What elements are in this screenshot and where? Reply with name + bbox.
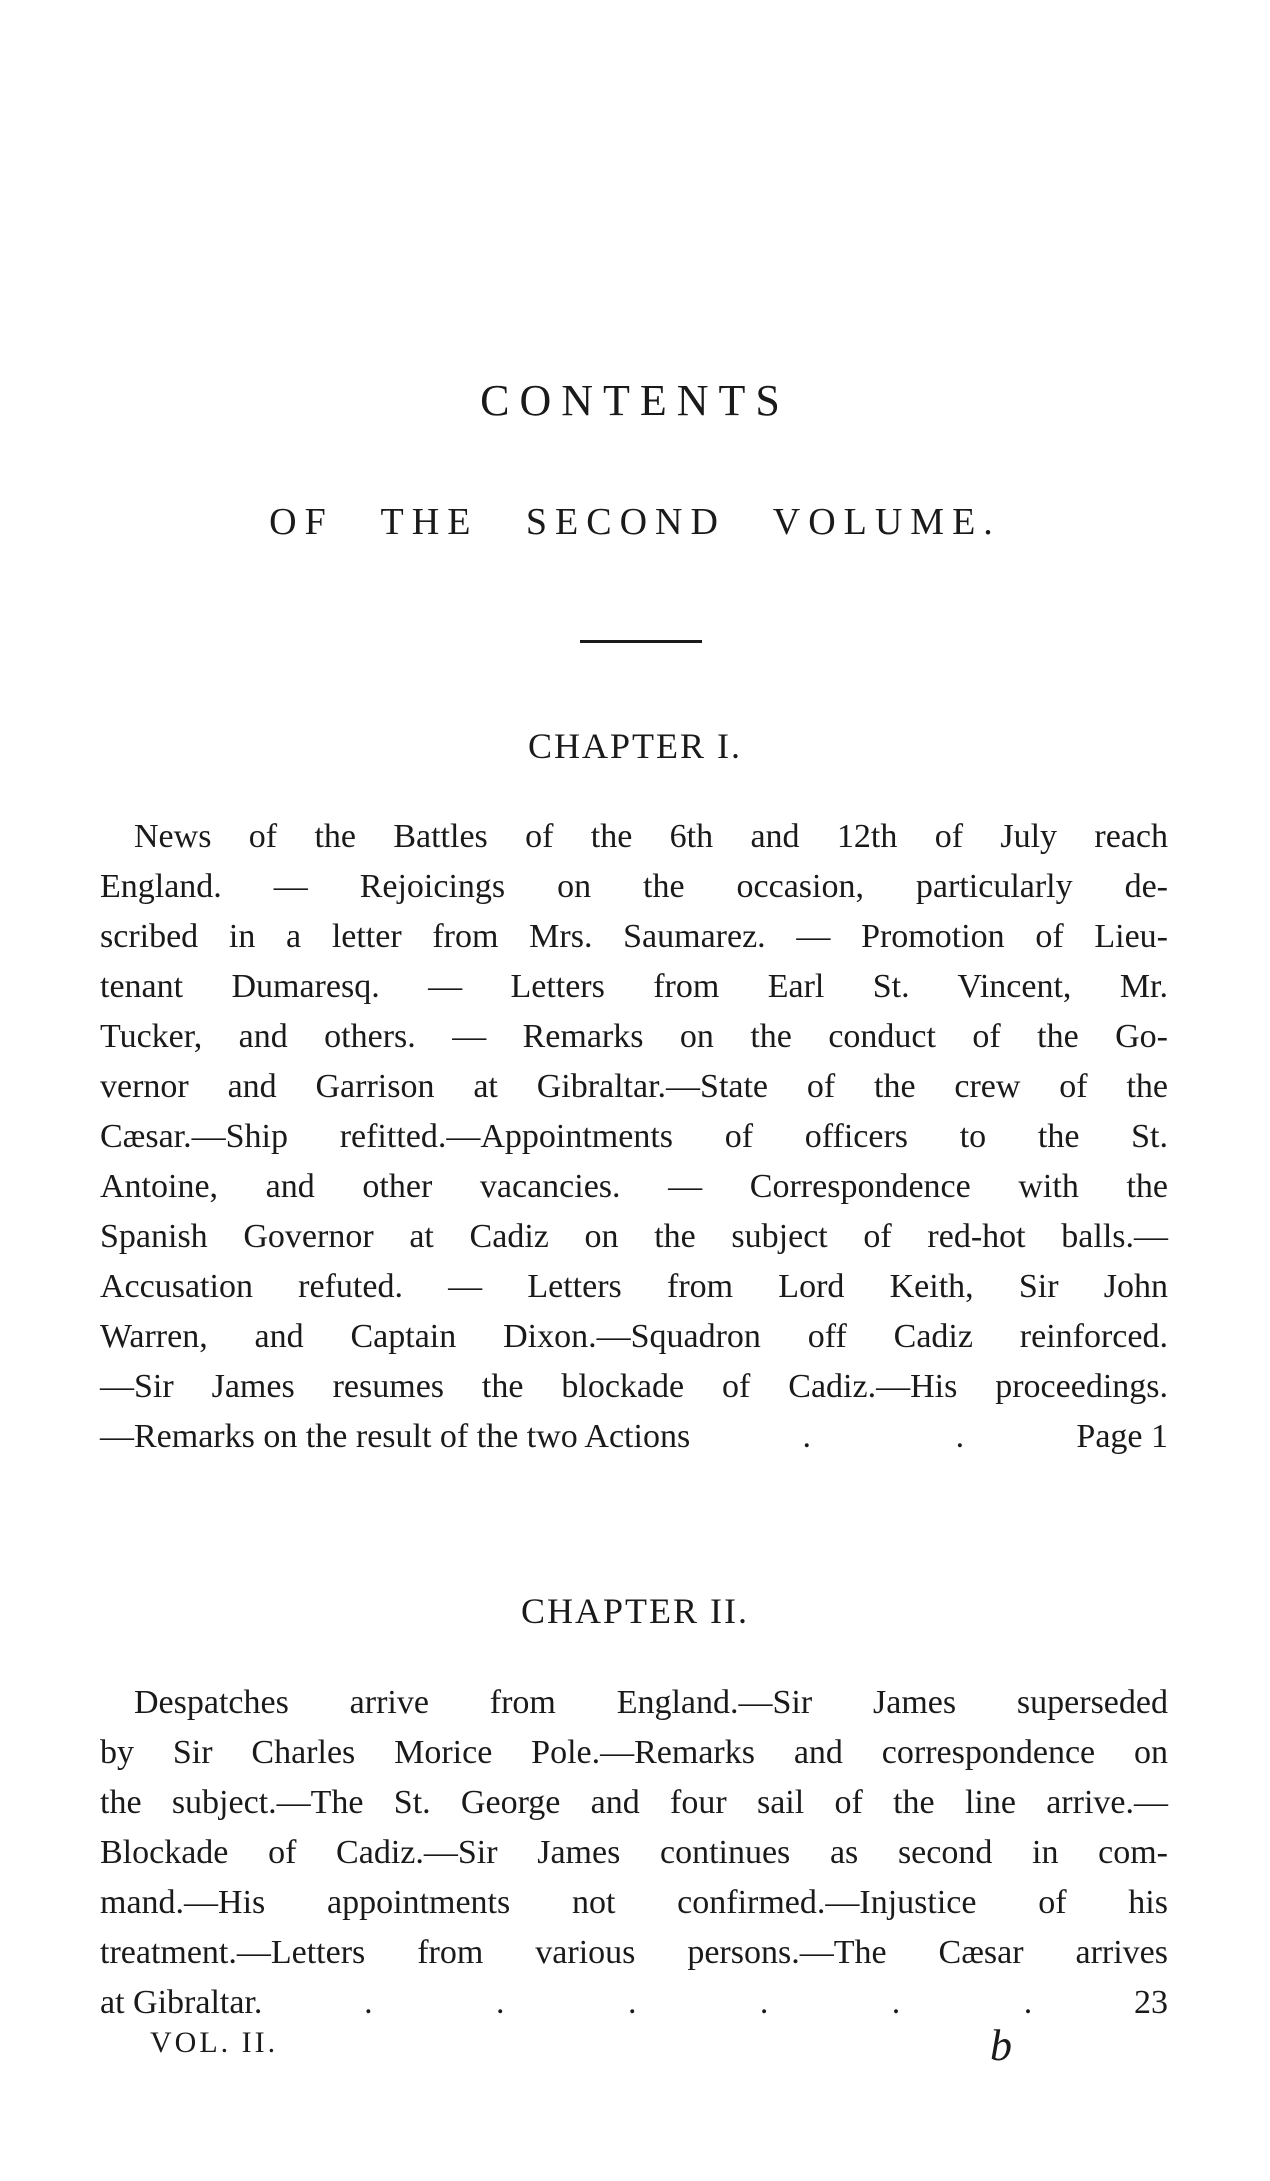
summary-line: treatment.—Letters from various persons.—The Cæsar arrives xyxy=(100,1934,1168,1971)
chapter-2-summary xyxy=(100,1678,1168,2028)
leader-dot: . xyxy=(759,1984,769,2021)
summary-last-line xyxy=(100,1412,1168,1462)
summary-line: England. — Rejoicings on the occasion, particularly de- xyxy=(100,868,1168,905)
summary-line: tenant Dumaresq. — Letters from Earl St. Vincent, Mr. xyxy=(100,968,1168,1005)
leader-dots xyxy=(690,1412,1076,1462)
signature-mark: b xyxy=(990,2021,1012,2070)
page-subtitle: OF THE SECOND VOLUME. xyxy=(269,501,1001,543)
summary-line: Spanish Governor at Cadiz on the subject of red-hot balls.— xyxy=(100,1218,1168,1255)
leader-dot: . xyxy=(1023,1984,1033,2021)
title-divider xyxy=(580,640,702,643)
summary-line: Antoine, and other vacancies. — Correspondence with the xyxy=(100,1168,1168,1205)
volume-label: VOL. II. xyxy=(150,2026,279,2059)
summary-line: Tucker, and others. — Remarks on the conduct of the Go- xyxy=(100,1018,1168,1055)
leader-dot: . xyxy=(627,1984,637,2021)
summary-line: —Sir James resumes the blockade of Cadiz.—His proceedings. xyxy=(100,1368,1168,1405)
page-title: CONTENTS xyxy=(480,376,790,425)
summary-line: —Remarks on the result of the two Actions xyxy=(100,1418,691,1455)
summary-line: Blockade of Cadiz.—Sir James continues as second in com- xyxy=(100,1834,1168,1871)
summary-line: at Gibraltar. xyxy=(100,1984,263,2021)
summary-line: Warren, and Captain Dixon.—Squadron off Cadiz reinforced. xyxy=(100,1318,1168,1355)
summary-line: Accusation refuted. — Letters from Lord Keith, Sir John xyxy=(100,1268,1168,1305)
summary-line: the subject.—The St. George and four sail of the line arrive.— xyxy=(100,1784,1168,1821)
summary-line: by Sir Charles Morice Pole.—Remarks and correspondence on xyxy=(100,1734,1168,1771)
summary-line: mand.—His appointments not confirmed.—Injustice of his xyxy=(100,1884,1168,1921)
summary-line: Cæsar.—Ship refitted.—Appointments of officers to the St. xyxy=(100,1118,1168,1155)
page-reference: 23 xyxy=(1134,1984,1168,2021)
leader-dot: . xyxy=(364,1984,373,2021)
chapter-1-heading: CHAPTER I. xyxy=(527,726,742,766)
leader-dot: . xyxy=(891,1984,901,2021)
summary-line: vernor and Garrison at Gibraltar.—State of the crew of the xyxy=(100,1068,1168,1105)
chapter-2-heading: CHAPTER II. xyxy=(521,1591,749,1631)
leader-dot: . xyxy=(802,1418,811,1455)
chapter-1-summary xyxy=(100,812,1168,1462)
summary-line: Despatches arrive from England.—Sir James superseded xyxy=(134,1684,1168,1721)
summary-line: scribed in a letter from Mrs. Saumarez. — Promotion of Lieu- xyxy=(100,918,1168,955)
leader-dot: . xyxy=(496,1984,505,2021)
leader-dot: . xyxy=(955,1418,965,1455)
page-reference: Page 1 xyxy=(1076,1418,1168,1455)
summary-line: News of the Battles of the 6th and 12th of July reach xyxy=(134,818,1168,855)
